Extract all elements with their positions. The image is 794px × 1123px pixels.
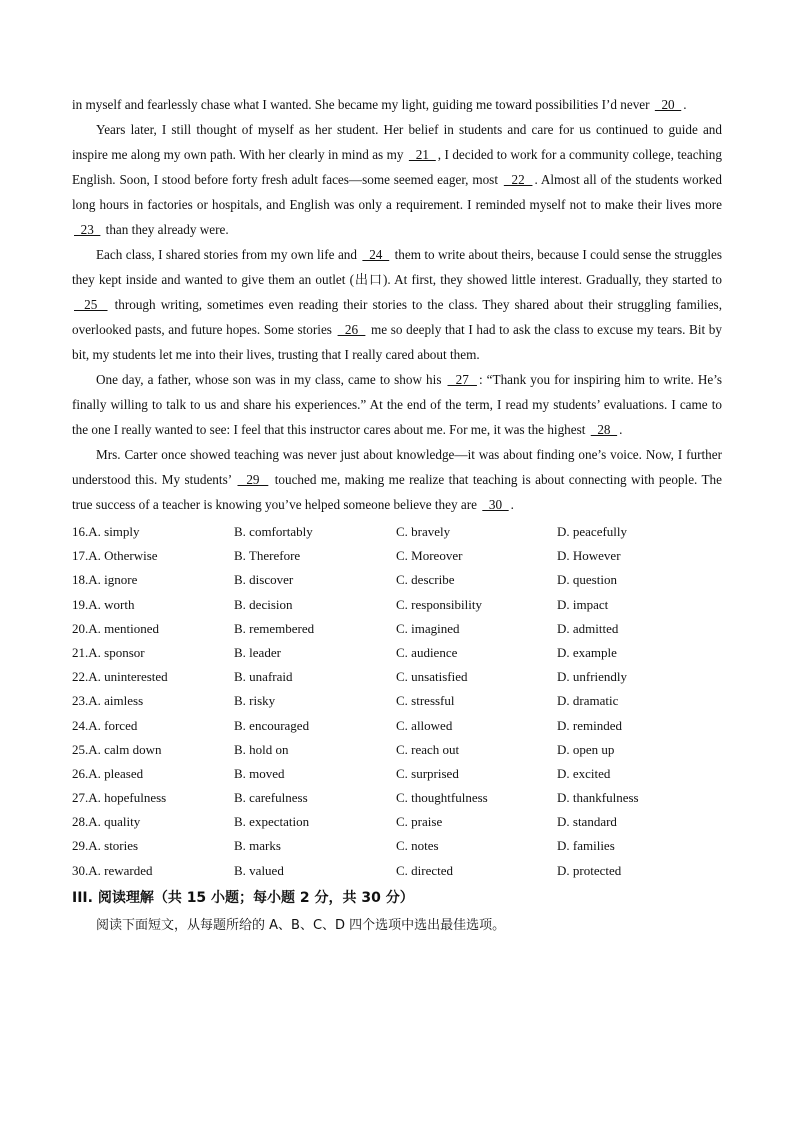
option-c: C. allowed xyxy=(396,717,453,733)
section-instruction: 阅读下面短文，从每题所给的 A、B、C、D 四个选项中选出最佳选项。 xyxy=(96,917,506,933)
option-row xyxy=(72,859,722,883)
option-row xyxy=(72,641,722,665)
blank-29: 29 xyxy=(237,472,269,487)
option-b: B. leader xyxy=(234,644,281,660)
option-row xyxy=(72,738,722,762)
option-c: C. unsatisfied xyxy=(396,669,468,685)
option-row xyxy=(72,544,722,568)
blank-24: 24 xyxy=(362,247,390,262)
option-a: 18.A. ignore xyxy=(72,572,138,588)
option-d: D. protected xyxy=(557,862,622,878)
option-b: B. expectation xyxy=(234,814,310,830)
option-b: B. hold on xyxy=(234,741,289,757)
option-row xyxy=(72,714,722,738)
paragraph-text: . xyxy=(510,497,514,512)
option-a: 23.A. aimless xyxy=(72,693,144,709)
option-a: 22.A. uninterested xyxy=(72,669,168,685)
option-d: D. question xyxy=(557,572,617,588)
paragraph-text: , I decided to work for a community college, teaching English. Soon, I stood before forty fresh adult faces—some seemed eager, most xyxy=(72,147,722,187)
option-a: 20.A. mentioned xyxy=(72,620,160,636)
option-c: C. reach out xyxy=(396,741,460,757)
paragraph-text: . xyxy=(683,97,687,112)
option-a: 19.A. worth xyxy=(72,596,135,612)
option-c: C. responsibility xyxy=(396,596,482,612)
option-c: C. bravely xyxy=(396,524,451,539)
option-a: 27.A. hopefulness xyxy=(72,790,167,806)
paragraph-text: Each class, I shared stories from my own life and xyxy=(96,247,361,262)
option-a: 25.A. calm down xyxy=(72,741,162,757)
blank-21: 21 xyxy=(408,147,436,162)
option-b: B. discover xyxy=(234,572,294,588)
option-row xyxy=(72,593,722,617)
option-a: 21.A. sponsor xyxy=(72,644,145,660)
blank-20: 20 xyxy=(654,97,682,112)
option-d: D. standard xyxy=(557,814,617,830)
option-b: B. moved xyxy=(234,765,285,781)
option-d: D. peacefully xyxy=(557,524,628,539)
option-d: D. unfriendly xyxy=(557,669,628,685)
paragraph-text: Mrs. Carter once showed teaching was never just about knowledge—it was about finding one’s voice. Now, I further understood this. My students’ xyxy=(72,447,722,487)
option-d: D. admitted xyxy=(557,620,619,636)
option-a: 24.A. forced xyxy=(72,717,138,733)
paragraph-text: . xyxy=(619,422,623,437)
option-c: C. audience xyxy=(396,644,458,660)
option-b: B. comfortably xyxy=(234,524,313,539)
blank-27: 27 xyxy=(447,372,477,387)
option-b: B. remembered xyxy=(234,620,315,636)
option-c: C. praise xyxy=(396,814,443,830)
paragraph-text: One day, a father, whose son was in my class, came to show his xyxy=(96,372,446,387)
option-a: 17.A. Otherwise xyxy=(72,548,158,564)
option-d: D. example xyxy=(557,644,617,660)
option-row xyxy=(72,568,722,592)
paragraph-text: : “Thank you for inspiring him to write. He’s finally willing to talk to us and share his experiences.” At the end of the term, I read my students’ evaluations. I came to the one I really wanted to see: I feel that this instructor cares about me. For me, it was the highest xyxy=(72,372,722,437)
option-d: D. excited xyxy=(557,765,611,781)
option-d: D. However xyxy=(557,548,621,564)
option-c: C. surprised xyxy=(396,765,459,781)
option-row xyxy=(72,786,722,810)
option-b: B. encouraged xyxy=(234,717,310,733)
option-b: B. Therefore xyxy=(234,548,301,564)
blank-28: 28 xyxy=(590,422,618,437)
paragraph-text: through writing, sometimes even reading their stories to the class. They shared about their struggling families, overlooked pasts, and future hopes. Some stories xyxy=(72,297,722,337)
paragraph-text: than they already were. xyxy=(102,222,229,237)
option-d: D. families xyxy=(557,838,615,854)
option-a: 28.A. quality xyxy=(72,814,141,830)
paragraph-text: me so deeply that I had to ask the class to excuse my tears. Bit by bit, my students let me into their lives, trusting that I really cared about them. xyxy=(72,322,722,362)
blank-30: 30 xyxy=(482,497,509,512)
option-c: C. directed xyxy=(396,862,454,878)
blank-22: 22 xyxy=(503,172,533,187)
paragraph-text: touched me, making me realize that teaching is about connecting with people. The true success of a teacher is knowing you’ve helped someone believe they are xyxy=(72,472,723,512)
option-row xyxy=(72,617,722,641)
option-b: B. marks xyxy=(234,838,281,854)
option-c: C. Moreover xyxy=(396,548,463,564)
option-b: B. carefulness xyxy=(234,790,308,806)
option-d: D. impact xyxy=(557,596,609,612)
option-row xyxy=(72,762,722,786)
option-b: B. risky xyxy=(234,693,276,709)
paragraph-3 xyxy=(72,242,722,367)
paragraph-text: . Almost all of the students worked long hours in factories or hospitals, and English was only a requirement. I reminded myself not to make their lives more xyxy=(72,172,722,212)
option-a: 29.A. stories xyxy=(72,838,139,854)
paragraph-4 xyxy=(72,367,722,442)
option-b: B. valued xyxy=(234,862,284,878)
paragraph-text: Years later, I still thought of myself as her student. Her belief in students and care for us continued to guide and inspire me along my own path. With her clearly in mind as my xyxy=(72,122,722,162)
option-a: 30.A. rewarded xyxy=(72,862,153,878)
option-d: D. dramatic xyxy=(557,693,619,709)
option-row xyxy=(72,689,722,713)
blank-23: 23 xyxy=(74,222,101,237)
paragraph-text: them to write about theirs, because I could sense the struggles they kept inside and wanted to give them an outlet (出口). At first, they showed little interest. Gradually, they started to xyxy=(72,247,722,287)
option-d: D. open up xyxy=(557,741,615,757)
option-a: 16.A. simply xyxy=(72,524,140,539)
option-c: C. describe xyxy=(396,572,455,588)
paragraph-1 xyxy=(72,92,722,117)
option-row xyxy=(72,665,722,689)
options-table xyxy=(72,520,722,883)
paragraph-2 xyxy=(72,117,722,242)
paragraph-5 xyxy=(72,442,722,517)
option-row xyxy=(72,834,722,858)
blank-25: 25 xyxy=(74,297,108,312)
option-row xyxy=(72,520,722,544)
section-title: III. 阅读理解（共 15 小题；每小题 2 分，共 30 分） xyxy=(72,889,414,906)
option-b: B. decision xyxy=(234,596,293,612)
blank-26: 26 xyxy=(337,322,366,337)
option-d: D. thankfulness xyxy=(557,790,639,806)
paragraph-text: in myself and fearlessly chase what I wanted. She became my light, guiding me toward possibilities I’d never xyxy=(72,97,653,112)
option-a: 26.A. pleased xyxy=(72,765,144,781)
document-page xyxy=(72,92,722,941)
option-c: C. stressful xyxy=(396,693,455,709)
option-b: B. unafraid xyxy=(234,669,293,685)
option-c: C. notes xyxy=(396,838,439,854)
option-row xyxy=(72,810,722,834)
option-c: C. thoughtfulness xyxy=(396,790,488,806)
option-c: C. imagined xyxy=(396,620,460,636)
option-d: D. reminded xyxy=(557,717,622,733)
